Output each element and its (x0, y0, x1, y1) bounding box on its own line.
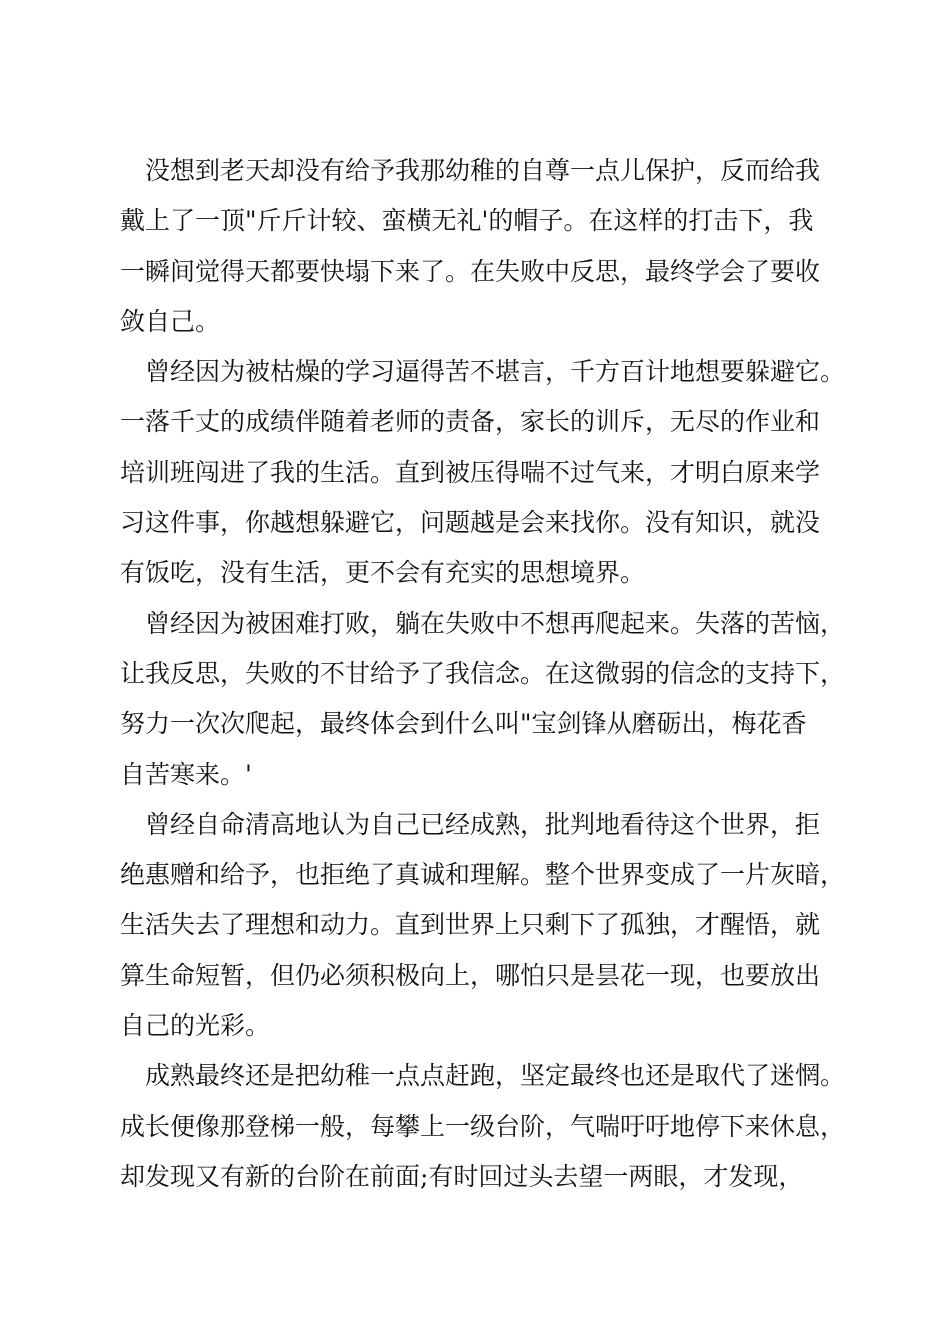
text-line: 生活失去了理想和动力。直到世界上只剩下了孤独，才醒悟，就 (120, 910, 821, 940)
text-line: 习这件事，你越想躲避它，问题越是会来找你。没有知识，就没 (120, 508, 821, 538)
text-line: 自苦寒来。' (120, 759, 252, 789)
text-line: 一落千丈的成绩伴随着老师的责备，家长的训斥，无尽的作业和 (120, 407, 821, 437)
paragraph-4 (120, 800, 860, 1051)
text-line: 算生命短暂，但仍必须积极向上，哪怕只是昙花一现，也要放出 (120, 960, 821, 990)
text-line: 曾经因为被困难打败，躺在失败中不想再爬起来。失落的苦恼， (145, 608, 846, 638)
text-line: 却发现又有新的台阶在前面;有时回过头去望一两眼，才发现， (120, 1161, 804, 1191)
text-line: 有饭吃，没有生活，更不会有充实的思想境界。 (120, 558, 646, 588)
text-line: 曾经因为被枯燥的学习逼得苦不堪言，千方百计地想要躲避它。 (145, 357, 846, 387)
text-line: 绝惠赠和给予，也拒绝了真诚和理解。整个世界变成了一片灰暗， (120, 860, 846, 890)
article-body (120, 146, 860, 1202)
text-line: 没想到老天却没有给予我那幼稚的自尊一点儿保护，反而给我 (145, 156, 821, 185)
text-line: 曾经自命清高地认为自己已经成熟，批判地看待这个世界，拒 (145, 809, 821, 839)
paragraph-2 (120, 347, 860, 598)
text-line: 让我反思，失败的不甘给予了我信念。在这微弱的信念的支持下， (120, 658, 846, 688)
text-line: 努力一次次爬起，最终体会到什么叫"宝剑锋从磨砺出，梅花香 (120, 709, 807, 739)
text-line: 戴上了一顶"斤斤计较、蛮横无礼'的帽子。在这样的打击下，我 (120, 206, 814, 236)
text-line: 一瞬间觉得天都要快塌下来了。在失败中反思，最终学会了要收 (120, 256, 821, 286)
paragraph-1 (120, 146, 860, 347)
paragraph-3 (120, 599, 860, 800)
paragraph-5 (120, 1051, 860, 1202)
text-line: 自己的光彩。 (120, 1011, 271, 1041)
text-line: 成熟最终还是把幼稚一点点赶跑，坚定最终也还是取代了迷惘。 (145, 1061, 846, 1091)
text-line: 成长便像那登梯一般，每攀上一级台阶，气喘吁吁地停下来休息， (120, 1111, 846, 1141)
text-line: 培训班闯进了我的生活。直到被压得喘不过气来，才明白原来学 (120, 457, 821, 487)
text-line: 敛自己。 (120, 306, 221, 336)
